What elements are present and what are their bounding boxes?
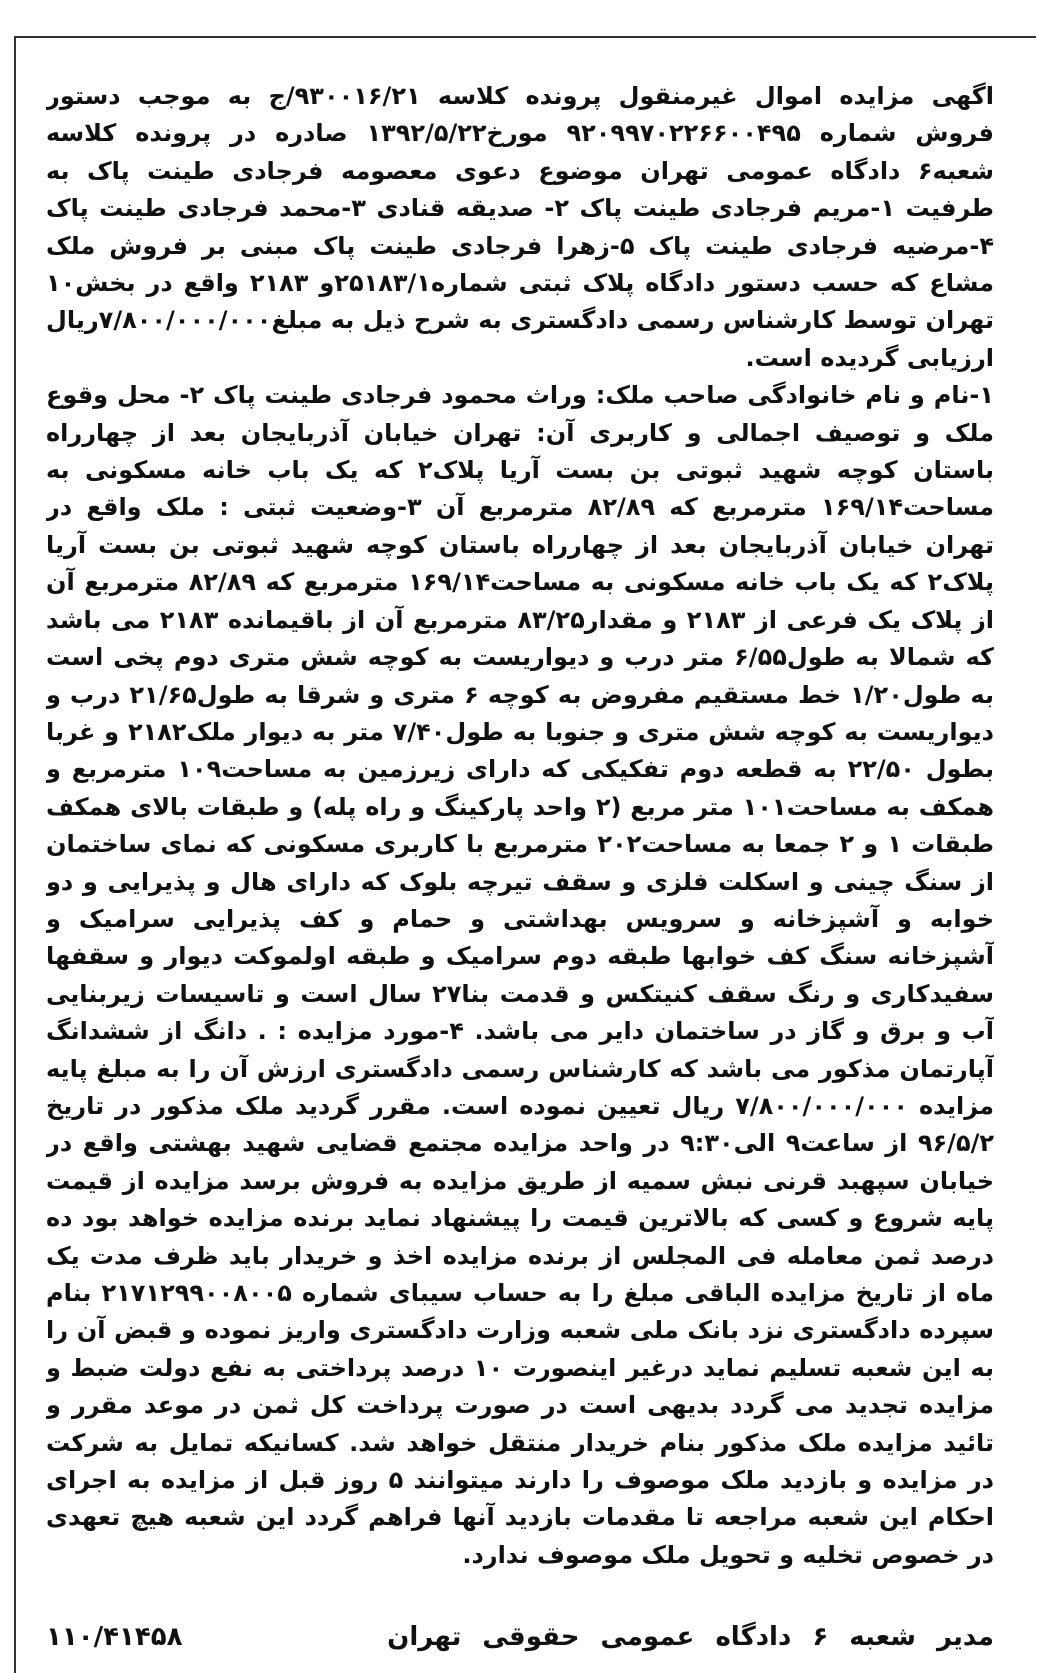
reference-number: ۱۱۰/۴۱۴۵۸ bbox=[46, 1622, 183, 1652]
notice-body bbox=[46, 78, 994, 1573]
court-signature: مدیر شعبه ۶ دادگاه عمومی حقوقی تهران bbox=[387, 1622, 994, 1652]
notice-paragraph-details: ۱-نام و نام خانوادگی صاحب ملک: وراث محمود فرجادی طینت پاک ۲- محل وقوع ملک و توصیف اجمالی و کاربری آن: تهران خیابان آذربایجان بعد از چهارراه باستان کوچه شهید ثبوتی بن بست آریا پلاک۲ که یک باب خانه مسکونی به مساحت۱۶۹/۱۴ مترمربع که ۸۲/۸۹ مترمربع آن ۳-وضعیت ثبتی : ملک واقع در تهران خیابان آذربایجان بعد از چهارراه باستان کوچه شهید ثبوتی بن بست آریا پلاک۲ که یک باب خانه مسکونی به مساحت۱۶۹/۱۴ مترمربع که ۸۲/۸۹ مترمربع آن از پلاک یک فرعی از ۲۱۸۳ و مقدار۸۳/۲۵ مترمربع آن از باقیمانده ۲۱۸۳ می باشد که شمالا به طول۶/۵۵ متر درب و دیواریست به کوچه شش متری دوم پخی است به طول۱/۲۰ خط مستقیم مفروض به کوچه ۶ متری و شرقا به طول۲۱/۶۵ درب و دیواریست به کوچه شش متری و جنوبا به طول۷/۴۰ متر به دیوار ملک۲۱۸۲ و غربا بطول ۲۲/۵۰ به قطعه دوم تفکیکی که دارای زیرزمین به مساحت۱۰۹ مترمربع و همکف به مساحت۱۰۱ متر مربع (۲ واحد پارکینگ و راه پله) و طبقات بالای همکف طبقات ۱ و ۲ جمعا به مساحت۲۰۲ مترمربع با کاربری مسکونی که نمای ساختمان از سنگ چینی و اسکلت فلزی و سقف تیرچه بلوک که دارای هال و پذیرایی و دو خوابه و آشپزخانه و سرویس بهداشتی و حمام و کف پذیرایی سرامیک و آشپزخانه سنگ کف خوابها طبقه دوم سرامیک و طبقه اولموکت دیوار و سقفها سفیدکاری و رنگ سقف کنیتکس و قدمت بنا۲۷ سال است و تاسیسات زیربنایی آب و برق و گاز در ساختمان دایر می باشد. ۴-مورد مزایده : . دانگ از ششدانگ آپارتمان مذکور می باشد که کارشناس رسمی دادگستری ارزش آن را به مبلغ پایه مزایده ۷/۸۰۰/۰۰۰/۰۰۰ ریال تعیین نموده است. مقرر گردید ملک مذکور در تاریخ ۹۶/۵/۲ از ساعت۹ الی۹:۳۰ در واحد مزایده مجتمع قضایی شهید بهشتی واقع در خیابان سپهبد قرنی نبش سمیه از طریق مزایده به فروش برسد مزایده از قیمت پایه شروع و کسی که بالاترین قیمت را پیشنهاد نماید برنده مزایده خواهد بود ده درصد ثمن معامله فی المجلس از برنده مزایده اخذ و خریدار باید ظرف مدت یک ماه از تاریخ مزایده الباقی مبلغ را به حساب سیبای شماره ۲۱۷۱۲۹۹۰۰۸۰۰۵ بنام سپرده دادگستری نزد بانک ملی شعبه وزارت دادگستری واریز نموده و قبض آن را به این شعبه تسلیم نماید درغیر اینصورت ۱۰ درصد پرداختی به نفع دولت ضبط و مزایده تجدید می گردد بدیهی است در صورت پرداخت کل ثمن در موعد مقرر و تائید مزایده ملک مذکور بنام خریدار منتقل خواهد شد. کسانیکه تمایل به شرکت در مزایده و بازدید ملک موصوف را دارند میتوانند ۵ روز قبل از مزایده به اجرای احکام این شعبه مراجعه تا مقدمات بازدید آنها فراهم گردد این شعبه هیچ تعهدی در خصوص تخلیه و تحویل ملک موصوف ندارد. bbox=[46, 381, 994, 1569]
notice-footer bbox=[46, 1615, 994, 1659]
notice-paragraph-intro: اگهی مزایده اموال غیرمنقول پرونده کلاسه ۹۳۰۰۱۶/۲۱/ج به موجب دستور فروش شماره ۹۲۰۹۹۷۰۲۲۶۶۰۰۴۹۵ مورخ۱۳۹۲/۵/۲۲ صادره در پرونده کلاسه شعبه۶ دادگاه عمومی تهران موضوع دعوی معصومه فرجادی طینت پاک به طرفیت ۱-مریم فرجادی طینت پاک ۲- صدیقه قنادی ۳-محمد فرجادی طینت پاک ۴-مرضیه فرجادی طینت پاک ۵-زهرا فرجادی طینت پاک مبنی بر فروش ملک مشاع که حسب دستور دادگاه پلاک ثبتی شماره۲۵۱۸۳/۱و ۲۱۸۳ واقع در بخش۱۰ تهران توسط کارشناس رسمی دادگستری به شرح ذیل به مبلغ۷/۸۰۰/۰۰۰/۰۰۰ریال ارزیابی گردیده است. bbox=[46, 82, 994, 372]
